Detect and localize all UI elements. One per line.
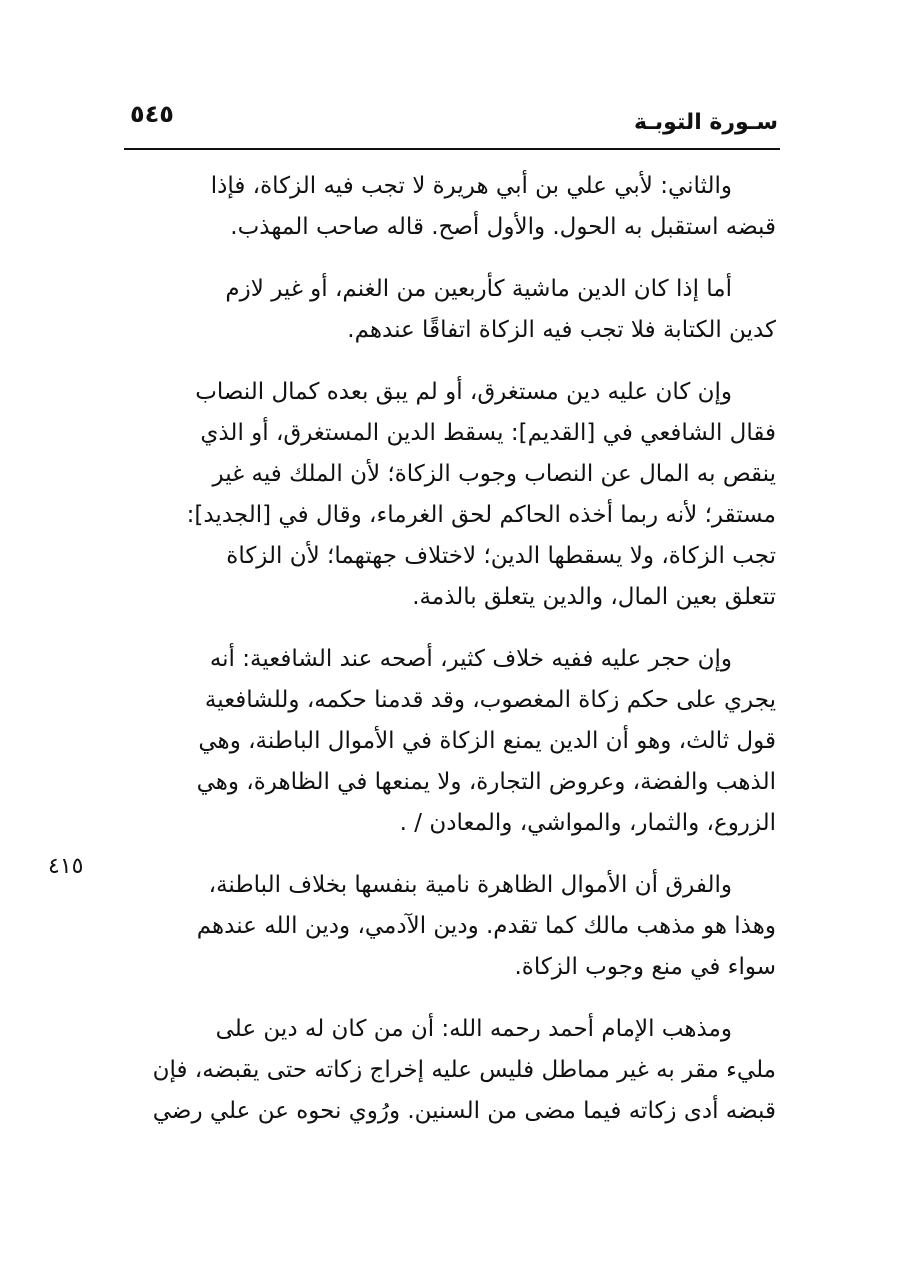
text-line: قول ثالث، وهو أن الدين يمنع الزكاة في الأموال الباطنة، وهي [198,728,776,754]
paragraph [128,166,776,248]
page-body [128,166,776,1153]
paragraph [128,269,776,351]
text-line: والفرق أن الأموال الظاهرة نامية بنفسها بخلاف الباطنة، [208,872,732,898]
text-line: تجب الزكاة، ولا يسقطها الدين؛ لاختلاف جهتهما؛ لأن الزكاة [226,543,776,569]
page-number: ٥٤٥ [130,100,174,128]
text-line: وإن حجر عليه ففيه خلاف كثير، أصحه عند الشافعية: أنه [209,646,732,672]
text-line: تتعلق بعين المال، والدين يتعلق بالذمة. [412,584,776,610]
text-line: وإن كان عليه دين مستغرق، أو لم يبق بعده كمال النصاب [195,379,732,405]
paragraph [128,639,776,844]
text-line: والثاني: لأبي علي بن أبي هريرة لا تجب فيه الزكاة، فإذا [210,173,732,199]
text-line: فقال الشافعي في [القديم]: يسقط الدين المستغرق، أو الذي [200,420,776,446]
paragraph [128,865,776,988]
text-line: ينقص به المال عن النصاب وجوب الزكاة؛ لأن الملك فيه غير [212,461,776,487]
text-line: سواء في منع وجوب الزكاة. [514,954,776,980]
text-line: كدين الكتابة فلا تجب فيه الزكاة اتفاقًا عندهم. [347,317,776,343]
text-line: أما إذا كان الدين ماشية كأربعين من الغنم، أو غير لازم [225,276,732,302]
surah-title: سـورة التوبـة [634,110,778,135]
text-line: مليء مقر به غير مماطل فليس عليه إخراج زكاته حتى يقبضه، فإن [152,1057,776,1083]
page-header [124,96,780,150]
text-line: الزروع، والثمار، والمواشي، والمعادن / . [399,810,776,836]
text-line: وهذا هو مذهب مالك كما تقدم. ودين الآدمي، ودين الله عندهم [196,913,776,939]
text-line: الذهب والفضة، وعروض التجارة، ولا يمنعها في الظاهرة، وهي [196,769,776,795]
paragraph [128,372,776,618]
text-line: قبضه استقبل به الحول. والأول أصح. قاله صاحب المهذب. [230,214,776,240]
margin-page-reference: ٤١٥ [48,854,84,879]
text-line: ومذهب الإمام أحمد رحمه الله: أن من كان له دين على [215,1016,732,1042]
text-line: يجري على حكم زكاة المغصوب، وقد قدمنا حكمه، وللشافعية [204,687,776,713]
text-line: قبضه أدى زكاته فيما مضى من السنين. ورُوي نحوه عن علي رضي [152,1098,776,1124]
paragraph [128,1009,776,1132]
text-line: مستقر؛ لأنه ربما أخذه الحاكم لحق الغرماء، وقال في [الجديد]: [186,502,776,528]
